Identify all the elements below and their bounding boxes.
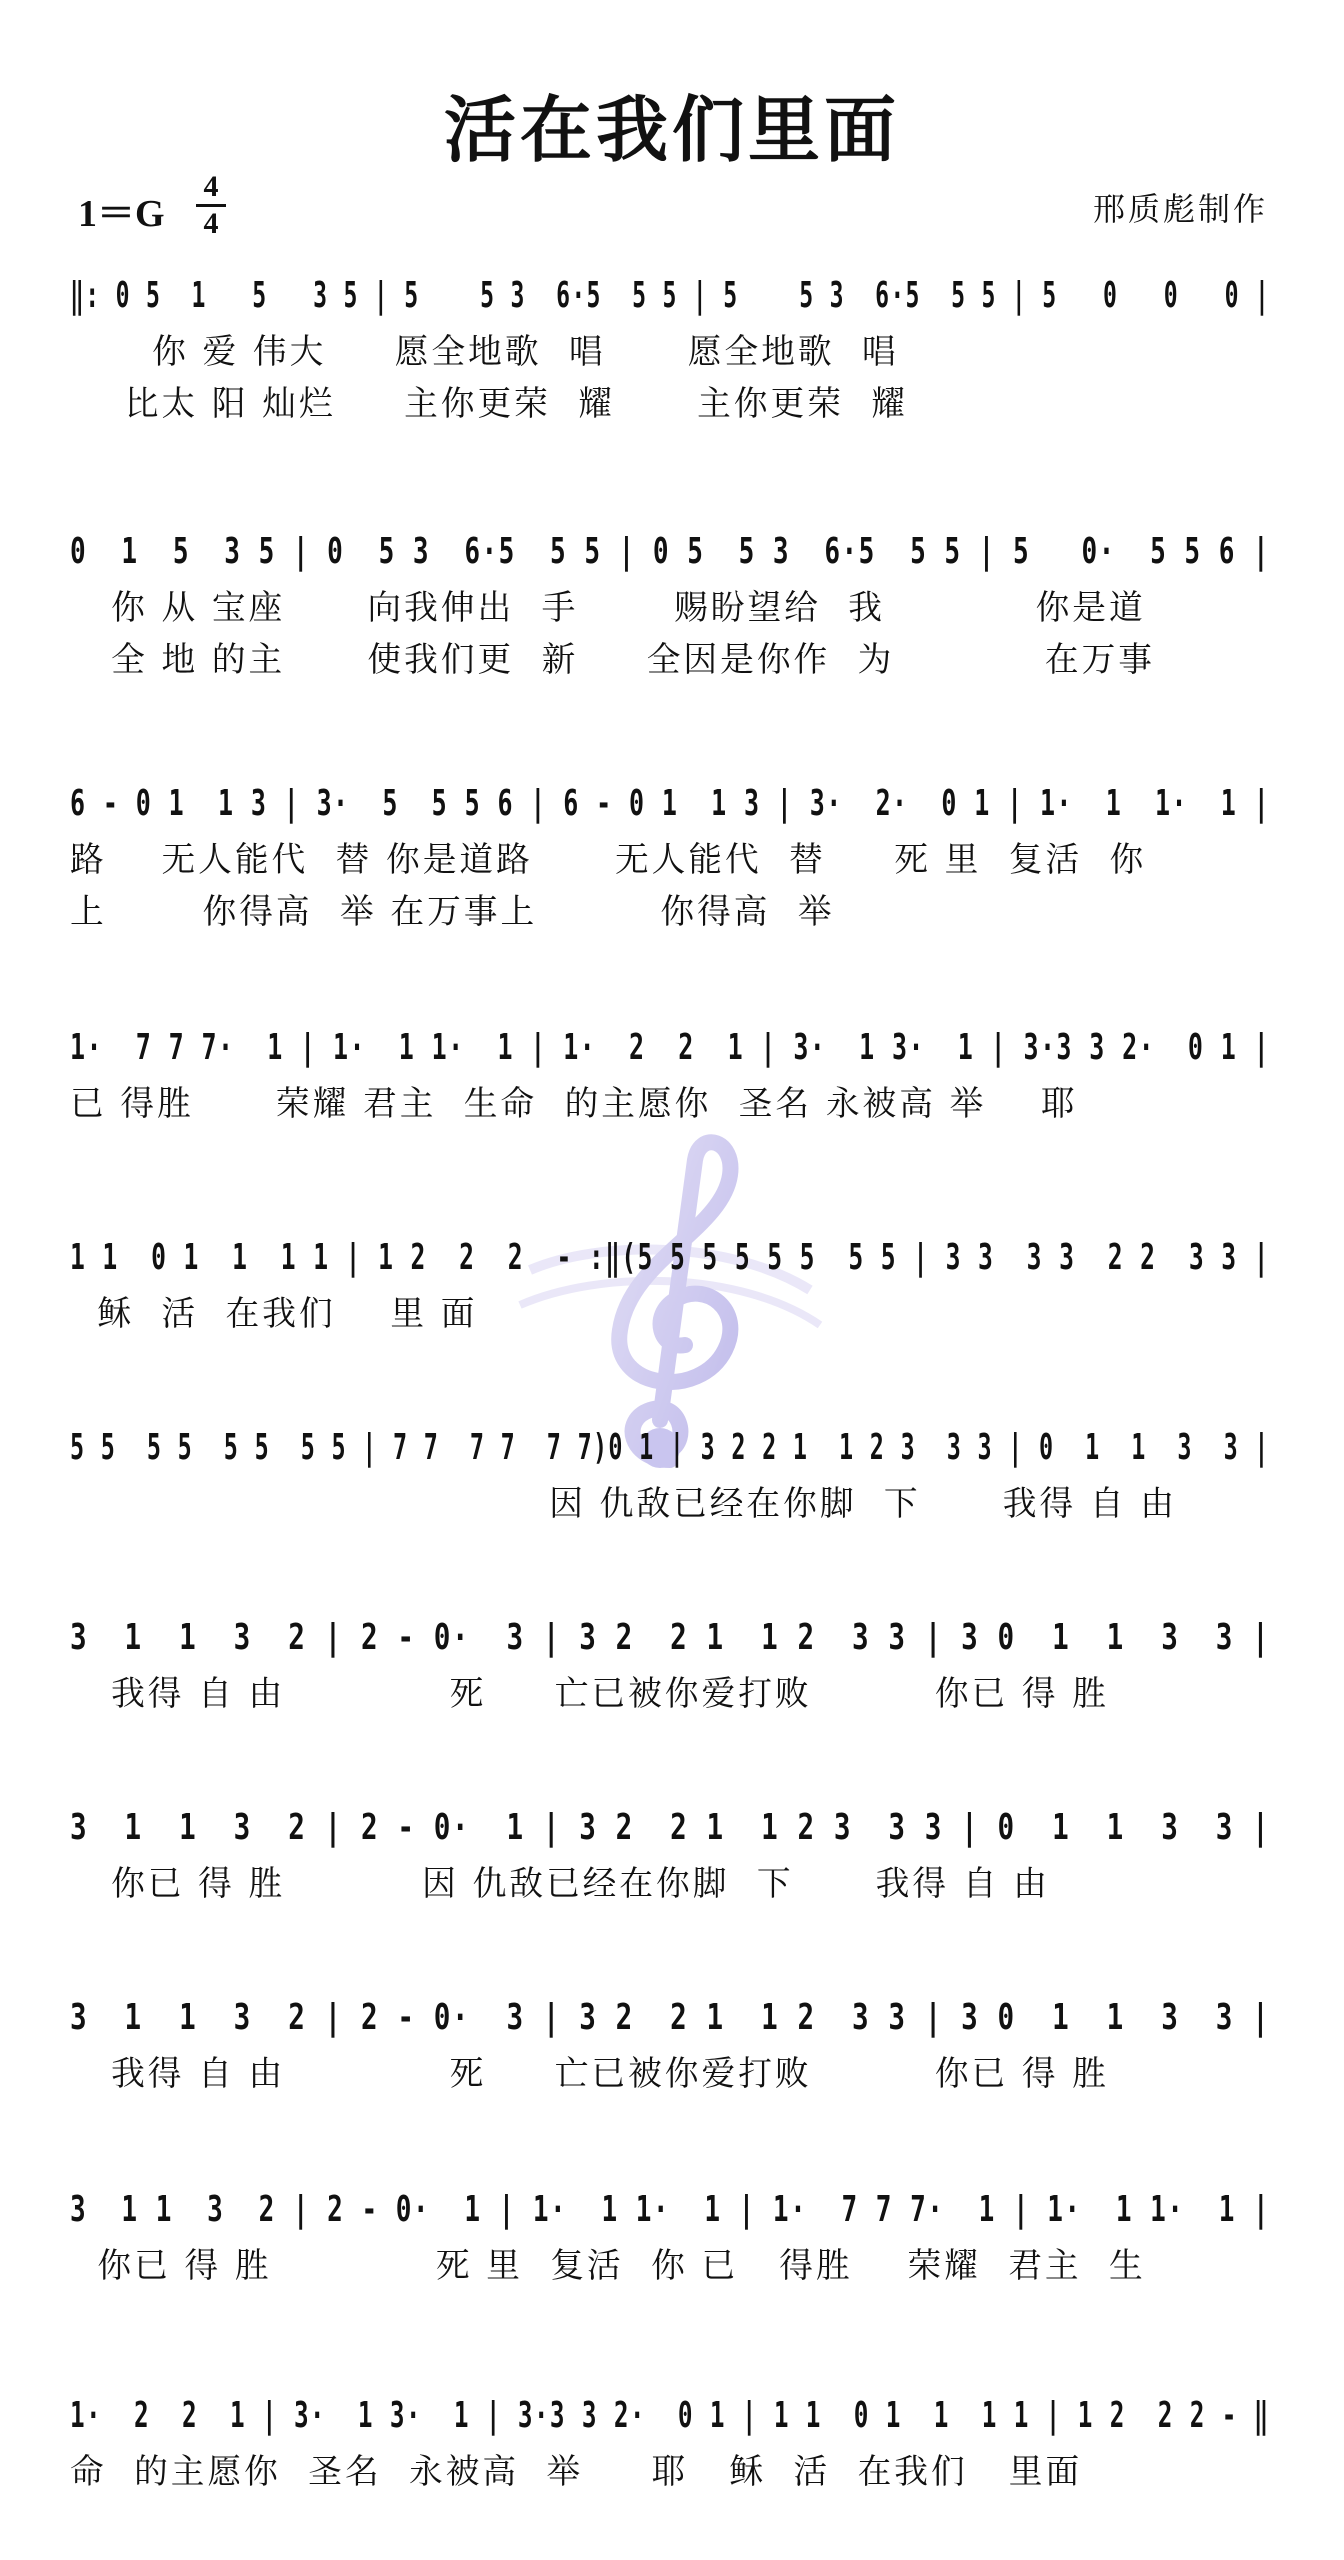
score-system-6	[70, 1418, 1280, 1530]
time-signature-top: 4	[203, 170, 219, 203]
score-system-2	[70, 522, 1280, 686]
song-title: 活在我们里面	[443, 88, 900, 172]
lyric-verse-1: 你 爱 伟大 愿全地歌 唱 愿全地歌 唱	[70, 332, 899, 372]
notation-line: ‖: 0 5 1 5 3 5 | 5 5 3 6·5 5 5 | 5 5 3 6·5 5 5 | 5 0 0 0 |	[70, 275, 1271, 316]
score-system-10	[70, 2180, 1280, 2292]
lyric-verse-1: 我得 自 由 死 亡已被你爱打败 你已 得 胜	[70, 2054, 1109, 2094]
time-signature-bottom: 4	[203, 207, 219, 240]
score-system-3	[70, 774, 1280, 938]
lyric-verse-1: 我得 自 由 死 亡已被你爱打败 你已 得 胜	[70, 1674, 1109, 1714]
notation-line: 0 1 5 3 5 | 0 5 3 6·5 5 5 | 0 5 5 3 6·5 5 5 | 5 0· 5 5 6 |	[70, 531, 1271, 572]
notation-line: 3 1 1 3 2 | 2 - 0· 3 | 3 2 2 1 1 2 3 3 | 3 0 1 1 3 3 |	[70, 1997, 1271, 2038]
score-system-7	[70, 1608, 1280, 1720]
time-signature	[196, 172, 226, 239]
lyric-verse-2: 上 你得高 举 在万事上 你得高 举	[70, 892, 835, 932]
lyric-verse-2: 比太 阳 灿烂 主你更荣 耀 主你更荣 耀	[70, 384, 908, 424]
score-system-4	[70, 1018, 1280, 1130]
score-system-11	[70, 2386, 1280, 2498]
notation-line: 5 5 5 5 5 5 5 5 | 7 7 7 7 7 7)0 1 | 3 2 2 1 1 2 3 3 3 | 0 1 1 3 3 |	[70, 1427, 1270, 1468]
arranger-credit: 邢质彪制作	[1092, 190, 1268, 228]
score-system-1	[70, 266, 1280, 430]
key-signature: 1＝G	[78, 193, 165, 235]
lyric-verse-1: 已 得胜 荣耀 君主 生命 的主愿你 圣名 永被高 举 耶	[70, 1084, 1078, 1124]
lyric-verse-2: 全 地 的主 使我们更 新 全因是你作 为 在万事	[70, 640, 1156, 680]
notation-line: 3 1 1 3 2 | 2 - 0· 3 | 3 2 2 1 1 2 3 3 | 3 0 1 1 3 3 |	[70, 1617, 1271, 1658]
notation-line: 6 - 0 1 1 3 | 3· 5 5 5 6 | 6 - 0 1 1 3 | 3· 2· 0 1 | 1· 1 1· 1 |	[70, 783, 1271, 824]
lyric-verse-1: 你已 得 胜 因 仇敌已经在你脚 下 我得 自 由	[70, 1864, 1050, 1904]
notation-line: 1· 7 7 7· 1 | 1· 1 1· 1 | 1· 2 2 1 | 3· 1 3· 1 | 3·3 3 2· 0 1 |	[70, 1027, 1271, 1068]
score-system-5	[70, 1228, 1280, 1340]
lyric-verse-1: 命 的主愿你 圣名 永被高 举 耶 稣 活 在我们 里面	[70, 2452, 1083, 2492]
lyric-verse-1: 你 从 宝座 向我伸出 手 赐盼望给 我 你是道	[70, 588, 1146, 628]
score-system-8	[70, 1798, 1280, 1910]
score-system-9	[70, 1988, 1280, 2100]
lyric-verse-1: 路 无人能代 替 你是道路 无人能代 替 死 里 复活 你	[70, 840, 1147, 880]
notation-line: 1 1 0 1 1 1 1 | 1 2 2 2 - :‖(5 5 5 5 5 5 5 5 | 3 3 3 3 2 2 3 3 |	[70, 1237, 1270, 1278]
lyric-verse-1: 因 仇敌已经在你脚 下 我得 自 由	[70, 1484, 1177, 1524]
notation-line: 3 1 1 3 2 | 2 - 0· 1 | 1· 1 1· 1 | 1· 7 7 7· 1 | 1· 1 1· 1 |	[70, 2189, 1271, 2230]
notation-line: 3 1 1 3 2 | 2 - 0· 1 | 3 2 2 1 1 2 3 3 3 | 0 1 1 3 3 |	[70, 1807, 1271, 1848]
notation-line: 1· 2 2 1 | 3· 1 3· 1 | 3·3 3 2· 0 1 | 1 1 0 1 1 1 1 | 1 2 2 2 - ‖	[70, 2395, 1270, 2436]
lyric-verse-1: 你已 得 胜 死 里 复活 你 已 得胜 荣耀 君主 生	[70, 2246, 1146, 2286]
lyric-verse-1: 稣 活 在我们 里 面	[70, 1294, 478, 1334]
